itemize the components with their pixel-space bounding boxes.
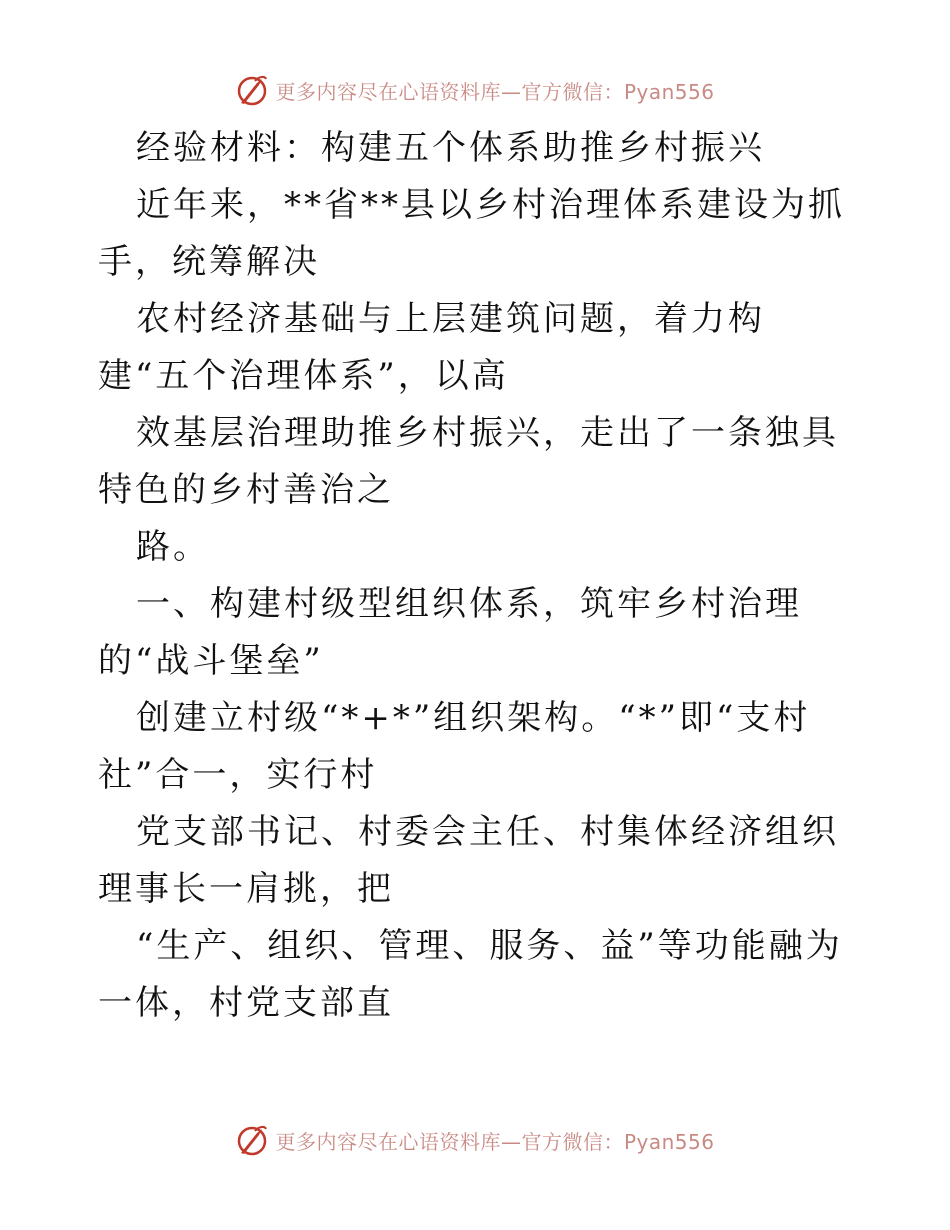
pen-logo-icon bbox=[235, 1123, 269, 1157]
paragraph: “生产、组织、管理、服务、益”等功能融为一体，村党支部直 bbox=[98, 926, 843, 1023]
document-body bbox=[98, 120, 858, 1032]
paragraph: 党支部书记、村委会主任、村集体经济组织理事长一肩挑，把 bbox=[98, 812, 839, 909]
section-heading: 一、构建村级型组织体系，筑牢乡村治理的“战斗堡垒” bbox=[98, 584, 802, 681]
paragraph: 效基层治理助推乡村振兴，走出了一条独具特色的乡村善治之 bbox=[98, 413, 839, 510]
header-watermark-banner bbox=[0, 70, 950, 110]
paragraph: 农村经济基础与上层建筑问题，着力构建“五个治理体系”，以高 bbox=[98, 299, 765, 396]
pen-logo-icon bbox=[235, 73, 269, 107]
header-watermark-text: 更多内容尽在心语资料库—官方微信：Pyan556 bbox=[275, 79, 715, 104]
paragraph: 创建立村级“*+*”组织架构。“*”即“支村社”合一，实行村 bbox=[98, 698, 811, 795]
paragraph: 近年来，**省**县以乡村治理体系建设为抓手，统筹解决 bbox=[98, 185, 845, 282]
paragraph: 路。 bbox=[136, 527, 210, 567]
footer-watermark-text: 更多内容尽在心语资料库—官方微信：Pyan556 bbox=[275, 1129, 715, 1154]
document-title: 经验材料：构建五个体系助推乡村振兴 bbox=[136, 128, 765, 168]
footer-watermark-banner bbox=[0, 1120, 950, 1160]
